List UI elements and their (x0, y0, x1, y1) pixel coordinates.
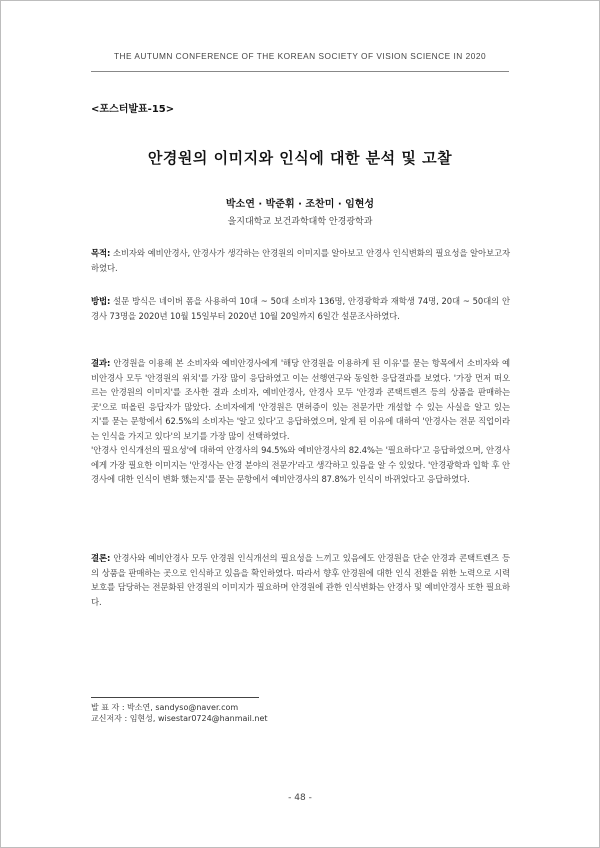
footnote-divider (91, 697, 259, 698)
poster-tag: <포스터발표-15> (91, 104, 175, 115)
conference-header: THE AUTUMN CONFERENCE OF THE KOREAN SOCIETY OF VISION SCIENCE IN 2020 (113, 51, 487, 61)
paper-title: 안경원의 이미지와 인식에 대한 분석 및 고찰 (147, 149, 453, 167)
method-text: 설문 방식은 네이버 폼을 사용하여 10대 ~ 50대 소비자 136명, 안경광학과 재학생 74명, 20대 ~ 50대의 안경사 73명을 2020년 10월 15일부터 2020년 10월 20일까지 6일간 설문조사하였다. (91, 296, 510, 321)
purpose-text: 소비자와 예비안경사, 안경사가 생각하는 안경원의 이미지를 알아보고 안경사 인식변화의 필요성을 알아보고자 하였다. (91, 248, 510, 273)
corresponding-footnote: 교신저자 : 임현성, wisestar0724@hanmail.net (91, 714, 268, 723)
purpose-section (91, 246, 510, 275)
page-number: - 48 - (288, 793, 312, 803)
results-paragraph-2: '안경사 인식개선의 필요성'에 대하여 안경사의 94.5%와 예비안경사의 82.4%는 '필요하다'고 응답하였으며, 안경사에게 가장 필요한 이미지는 '안경사는 안경 분야의 전문가'라고 생각하고 있음을 알 수 있었다. '안경광학과 입학 후 안경사에 대한 인식이 변화 했는지'를 묻는 문항에서 예비안경사의 87.8%가 인식이 바뀌었다고 응답하였다. (91, 445, 510, 484)
header-divider (91, 71, 509, 72)
conclusion-label: 결론: (91, 553, 111, 563)
conclusion-section (91, 551, 510, 609)
results-label: 결과: (91, 358, 111, 368)
affiliation: 을지대학교 보건과학대학 안경광학과 (227, 217, 373, 227)
purpose-label: 목적: (91, 248, 111, 258)
method-label: 방법: (91, 296, 111, 306)
presenter-footnote: 발 표 자 : 박소연, sandyso@naver.com (91, 703, 239, 712)
results-section (91, 356, 510, 487)
author-list: 박소연 · 박준휘 · 조찬미 · 임현성 (225, 199, 375, 210)
results-text: 안경원을 이용해 본 소비자와 예비안경사에게 '해당 안경원을 이용하게 된 이유'를 묻는 항목에서 소비자와 예비안경사 모두 '안경원의 위치'를 가장 많이 응답하였고 이는 선행연구와 동일한 응답결과를 보였다. '가장 먼저 떠오르는 안경원의 이미지'를 조사한 결과 소비자, 예비안경사, 안경사 모두 '안경과 콘택트렌즈 등의 상품을 판매하는 곳'으로 떠올린 응답자가 많았다. 소비자에게 '안경원은 면허증이 있는 전문가만 개설할 수 있는 사실을 알고 있는지'를 묻는 문항에서 62.5%의 소비자는 '알고 있다'고 응답하였으며, 알게 된 이유에 대하여 '안경사는 전문 직업이라는 인식을 가지고 있다'의 보기를 가장 많이 선택하였다. (91, 358, 510, 441)
conclusion-text: 안경사와 예비안경사 모두 안경원 인식개선의 필요성을 느끼고 있음에도 안경원을 단순 안경과 콘택트렌즈 등의 상품을 판매하는 곳으로 인식하고 있음을 확인하였다. 따라서 향후 안경원에 대한 인식 전환을 위한 노력으로 시력보호를 담당하는 전문화된 안경원의 이미지가 필요하며 안경원에 관한 인식변화는 안경사 및 예비안경사 또한 필요하다. (91, 553, 510, 607)
results-paragraph-1 (91, 356, 510, 443)
method-section (91, 294, 510, 323)
